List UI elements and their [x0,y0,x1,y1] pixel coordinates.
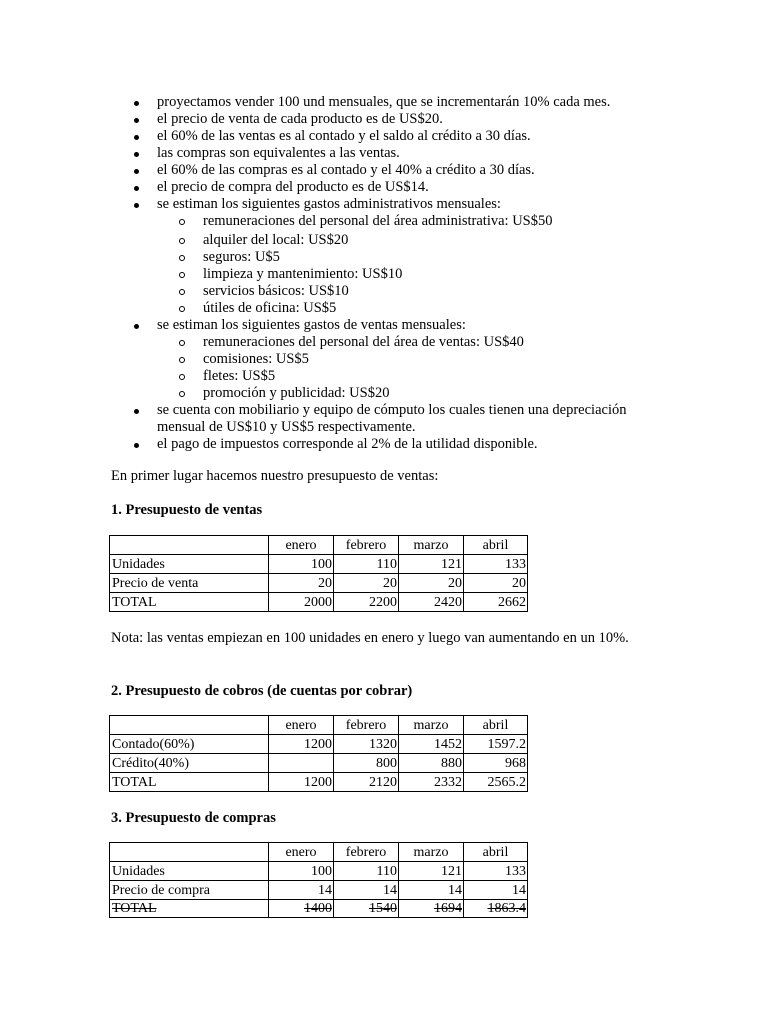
table-cell: 100 [269,555,334,574]
column-header: febrero [334,536,399,555]
table-cell: 20 [464,574,528,593]
table-cell: 1400 [269,900,334,918]
table-cell: 2332 [399,773,464,792]
bullet-icon [134,118,139,123]
bullet-icon [134,169,139,174]
sub-list-item: alquiler del local: US$20 [0,232,768,249]
bullet-icon [134,152,139,157]
intro-paragraph: En primer lugar hacemos nuestro presupuesto de ventas: [111,468,439,484]
row-label: Unidades [110,862,269,881]
column-header: enero [269,536,334,555]
section-2-title: 2. Presupuesto de cobros (de cuentas por cobrar) [111,683,413,699]
table-cell [269,754,334,773]
sub-list-item: seguros: U$5 [0,249,768,266]
column-header: febrero [334,843,399,862]
bullet-icon [134,203,139,208]
circle-bullet-icon [179,255,185,261]
sub-list-item: remuneraciones del personal del área de ventas: US$40 [0,334,768,351]
table-cell: 2662 [464,593,528,612]
table-cell: 800 [334,754,399,773]
table-cell: 2420 [399,593,464,612]
circle-bullet-icon [179,272,185,278]
sales-note: Nota: las ventas empiezan en 100 unidades en enero y luego van aumentando en un 10%. [111,630,629,646]
table-cell: 14 [464,881,528,900]
bullet-icon [134,443,139,448]
table-cell: 20 [399,574,464,593]
table-cell: 121 [399,555,464,574]
table-header-row [110,536,528,555]
column-header: abril [464,536,528,555]
column-header: marzo [399,536,464,555]
table-cell: 2120 [334,773,399,792]
row-label: TOTAL [110,593,269,612]
section-3-title: 3. Presupuesto de compras [111,810,276,826]
list-item: las compras son equivalentes a las ventas. [0,145,768,162]
table-row [110,862,528,881]
list-item: proyectamos vender 100 und mensuales, que se incrementarán 10% cada mes. [0,94,768,111]
circle-bullet-icon [179,238,185,244]
table-cell: 14 [334,881,399,900]
section-1-title: 1. Presupuesto de ventas [111,502,263,518]
table-row [110,773,528,792]
table-cell: 2000 [269,593,334,612]
sub-list-item: comisiones: US$5 [0,351,768,368]
table-cell: 133 [464,555,528,574]
row-label: Contado(60%) [110,735,269,754]
list-item: se cuenta con mobiliario y equipo de cómputo los cuales tienen una depreciación mensual de US$10 y US$5 respectivamente. [0,402,677,436]
table-row [110,900,528,918]
sub-list-item: fletes: US$5 [0,368,768,385]
table-cell: 100 [269,862,334,881]
column-header: abril [464,843,528,862]
circle-bullet-icon [179,357,185,363]
collections-budget-table [109,715,528,792]
table-row [110,735,528,754]
sales-budget-table [109,535,528,612]
table-row [110,593,528,612]
sub-list-item: remuneraciones del personal del área administrativa: US$50 [0,213,768,230]
table-cell: 110 [334,862,399,881]
column-header: abril [464,716,528,735]
circle-bullet-icon [179,391,185,397]
table-header-row [110,843,528,862]
circle-bullet-icon [179,374,185,380]
table-cell: 880 [399,754,464,773]
table-cell: 121 [399,862,464,881]
circle-bullet-icon [179,340,185,346]
table-cell: 20 [269,574,334,593]
column-header: febrero [334,716,399,735]
bullet-icon [134,409,139,414]
bullet-icon [134,186,139,191]
sub-list-item: limpieza y mantenimiento: US$10 [0,266,768,283]
bullet-icon [134,101,139,106]
row-label: Precio de compra [110,881,269,900]
table-cell: 2200 [334,593,399,612]
table-cell: 1863.4 [464,900,528,918]
list-item: se estiman los siguientes gastos administrativos mensuales: [0,196,768,213]
table-header-row [110,716,528,735]
table-cell: 2565.2 [464,773,528,792]
bullet-icon [134,324,139,329]
table-cell: 1694 [399,900,464,918]
list-item: el precio de venta de cada producto es de US$20. [0,111,768,128]
column-header: marzo [399,716,464,735]
row-label: TOTAL [110,773,269,792]
row-label: Precio de venta [110,574,269,593]
table-cell: 20 [334,574,399,593]
table-cell: 1452 [399,735,464,754]
sub-list-item: útiles de oficina: US$5 [0,300,768,317]
sub-list-item: servicios básicos: US$10 [0,283,768,300]
list-item: se estiman los siguientes gastos de ventas mensuales: [0,317,768,334]
list-item: el 60% de las compras es al contado y el 40% a crédito a 30 días. [0,162,768,179]
table-cell: 1320 [334,735,399,754]
list-item: el pago de impuestos corresponde al 2% de la utilidad disponible. [0,436,768,453]
table-row [110,881,528,900]
column-header: enero [269,843,334,862]
table-cell: 1200 [269,773,334,792]
table-cell: 968 [464,754,528,773]
table-row [110,574,528,593]
table-cell: 133 [464,862,528,881]
list-item: el 60% de las ventas es al contado y el saldo al crédito a 30 días. [0,128,768,145]
table-cell: 1200 [269,735,334,754]
sub-list-item: promoción y publicidad: US$20 [0,385,768,402]
purchases-budget-table [109,842,528,918]
row-label: TOTAL [110,900,269,918]
row-label: Unidades [110,555,269,574]
circle-bullet-icon [179,219,185,225]
assumptions-list [0,94,768,453]
circle-bullet-icon [179,306,185,312]
bullet-icon [134,135,139,140]
table-cell: 14 [399,881,464,900]
column-header: marzo [399,843,464,862]
circle-bullet-icon [179,289,185,295]
table-cell: 110 [334,555,399,574]
list-item: el precio de compra del producto es de US$14. [0,179,768,196]
table-cell: 1540 [334,900,399,918]
purchases-table-clip [105,842,535,922]
row-label: Crédito(40%) [110,754,269,773]
table-row [110,754,528,773]
table-row [110,555,528,574]
column-header: enero [269,716,334,735]
table-cell: 1597.2 [464,735,528,754]
table-cell: 14 [269,881,334,900]
